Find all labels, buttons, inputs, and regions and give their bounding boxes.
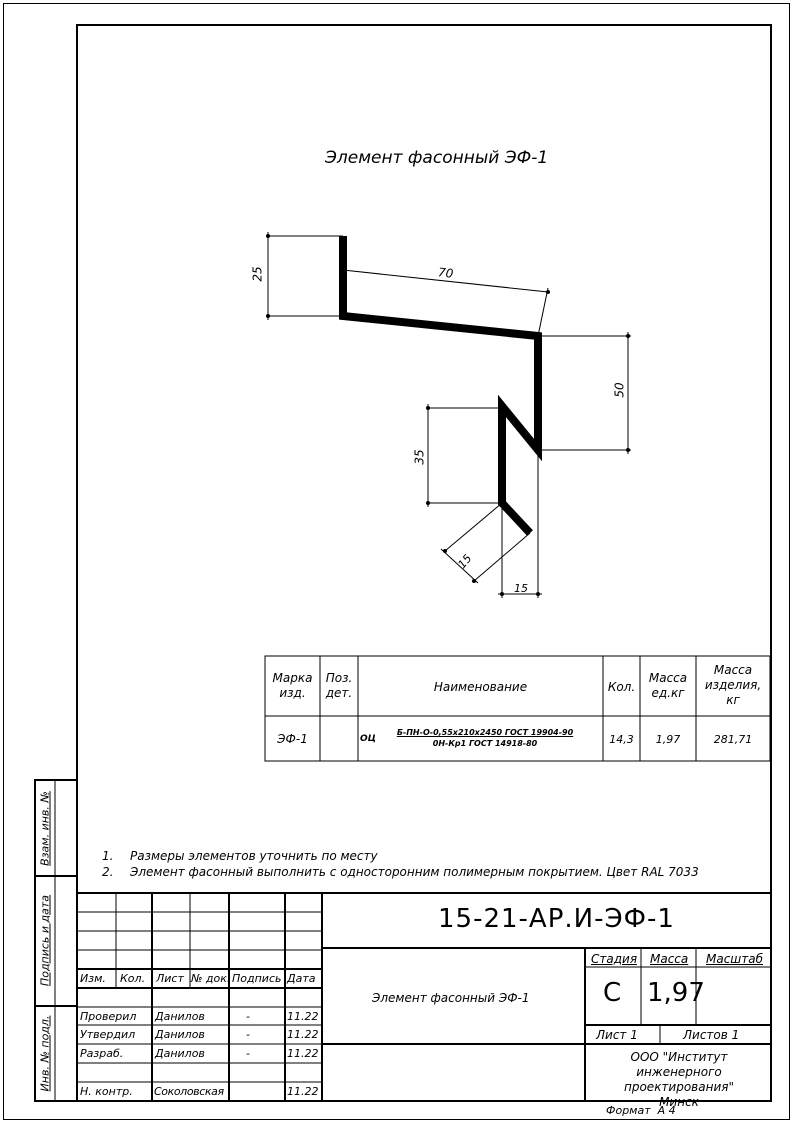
name-proveril: Данилов xyxy=(155,1010,205,1023)
dim-70: 70 xyxy=(437,265,454,281)
th-name: Наименование xyxy=(433,680,528,694)
mass-label: Масса xyxy=(650,952,689,966)
dim-15-diag: 15 xyxy=(455,551,475,572)
date-nkontr: 11.22 xyxy=(287,1085,319,1098)
stage-value: С xyxy=(603,978,622,1008)
th-unit-mass: Масса ед.кг xyxy=(648,671,688,700)
hdr-podpis: Подпись xyxy=(232,972,282,985)
hdr-list: Лист xyxy=(156,972,184,985)
name-nkontr: Соколовская xyxy=(154,1085,224,1098)
cell-name: Б-ПН-О-0,55х210х2450 ГОСТ 19904-90 0Н-Кр1 ГОСТ 14918-80 xyxy=(396,728,574,748)
sign-utverdil: - xyxy=(246,1028,250,1041)
role-razrab: Разраб. xyxy=(80,1047,124,1060)
format-label: Формат А 4 xyxy=(606,1104,676,1117)
note-2-text: Элемент фасонный выполнить с односторонним полимерным покрытием. Цвет RAL 7033 xyxy=(130,865,699,879)
name-utverdil: Данилов xyxy=(155,1028,205,1041)
tb-element-name: Элемент фасонный ЭФ-1 xyxy=(372,991,530,1005)
side-vzam-label: Взам. инв. № xyxy=(38,791,52,866)
doc-code: 15-21-АР.И-ЭФ-1 xyxy=(438,904,675,934)
cell-code: ОЦ xyxy=(360,734,377,744)
sheet-label: Лист 1 xyxy=(596,1028,638,1042)
dim-35: 35 xyxy=(412,449,427,465)
sign-razrab: - xyxy=(246,1047,250,1060)
role-nkontr: Н. контр. xyxy=(80,1085,133,1098)
mass-value: 1,97 xyxy=(647,978,705,1008)
note-2-num: 2. xyxy=(102,865,114,879)
dim-15-horiz: 15 xyxy=(514,582,528,595)
cell-total-mass: 281,71 xyxy=(713,733,753,746)
dim-50: 50 xyxy=(612,382,627,398)
side-podpis-label: Подпись и дата xyxy=(38,894,52,987)
sheets-label: Листов 1 xyxy=(683,1028,740,1042)
cell-mark: ЭФ-1 xyxy=(277,732,308,746)
cell-qty: 14,3 xyxy=(609,733,634,746)
name-razrab: Данилов xyxy=(155,1047,205,1060)
note-1-text: Размеры элементов уточнить по месту xyxy=(130,849,378,863)
sign-proveril: - xyxy=(246,1010,250,1023)
scale-label: Масштаб xyxy=(706,952,764,966)
th-pos: Поз. дет. xyxy=(325,671,353,700)
dim-25: 25 xyxy=(250,266,265,282)
date-razrab: 11.22 xyxy=(287,1047,319,1060)
org-name: ООО "Институт инженерного проектирования" Минск xyxy=(624,1050,734,1109)
th-mark: Марка изд. xyxy=(272,671,313,700)
role-proveril: Проверил xyxy=(80,1010,137,1023)
side-inv-label: Инв. № подл. xyxy=(38,1015,52,1092)
hdr-data: Дата xyxy=(287,972,316,985)
date-proveril: 11.22 xyxy=(287,1010,319,1023)
role-utverdil: Утвердил xyxy=(80,1028,136,1041)
th-total-mass: Масса изделия, кг xyxy=(704,663,762,707)
note-1-num: 1. xyxy=(102,849,114,863)
stage-label: Стадия xyxy=(591,952,638,966)
hdr-izm: Изм. xyxy=(80,972,106,985)
date-utverdil: 11.22 xyxy=(287,1028,319,1041)
cell-unit-mass: 1,97 xyxy=(655,733,681,746)
hdr-ndok: № док. xyxy=(191,972,231,985)
hdr-kol: Кол. xyxy=(120,972,146,985)
drawing-title: Элемент фасонный ЭФ-1 xyxy=(325,148,549,168)
th-qty: Кол. xyxy=(607,680,636,694)
